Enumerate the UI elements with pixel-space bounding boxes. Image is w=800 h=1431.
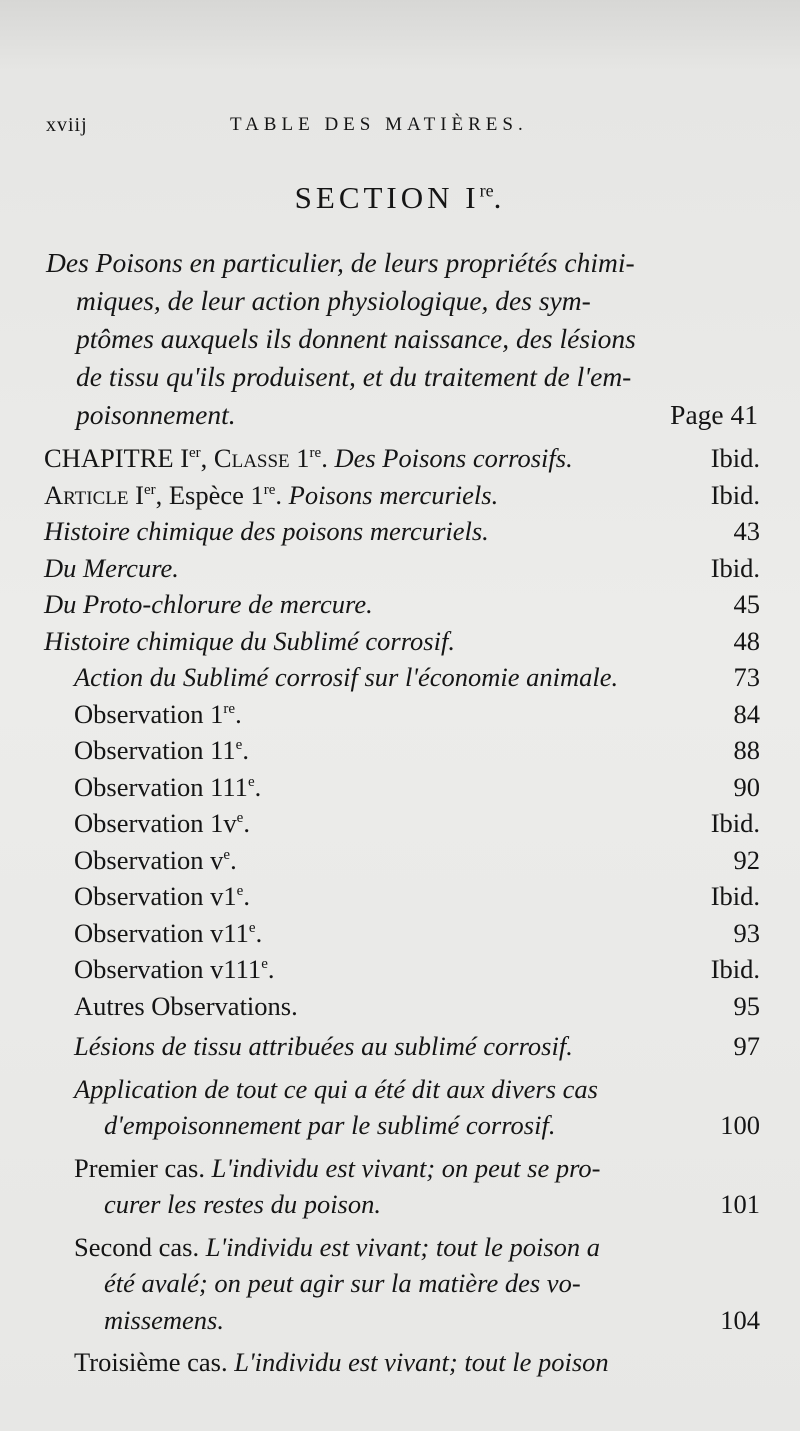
intro-line: Des Poisons en particulier, de leurs propriétés chimi- [46,247,635,278]
entry-text: Observation 11 [74,735,236,765]
entry-sup: e [235,737,243,754]
section-title-text: SECTION I [294,180,480,215]
entry-middle-sup: re [263,481,276,498]
toc-entry [44,951,760,988]
intro-line-text: poisonnement. [76,399,236,430]
entry-page: 100 [720,1110,760,1140]
entry-title: L'individu est vivant; tout le poison [234,1347,609,1377]
page-header [46,114,760,148]
entry-page: 92 [733,844,760,875]
toc-entry [44,440,760,477]
toc-entry-continuation [44,1302,760,1339]
toc-entry [44,732,760,769]
entry-page: 88 [733,735,760,765]
entry-lead: Premier cas. [74,1152,212,1183]
entry-text: Observation v111 [74,954,262,984]
toc-entry-continuation [44,1265,760,1302]
entry-text: Autres Observations. [74,990,298,1021]
toc-entry [44,623,760,660]
entry-title: Action du Sublimé corrosif sur l'économie animale. [74,662,619,692]
entry-sup: e [223,846,231,863]
entry-title: Lésions de tissu attribuées au sublimé corrosif. [74,1031,573,1061]
entry-page: Ibid. [710,808,760,838]
toc-entry [44,513,760,550]
section-title [0,180,800,216]
entry-page: 104 [720,1304,760,1335]
toc-entry [44,550,760,587]
intro-line: miques, de leur action physiologique, des sym- [76,285,591,316]
entry-text: Observation v1 [74,881,237,911]
toc-entry [44,769,760,806]
entry-text: Observation 1v [74,808,237,838]
entry-prefix: Article I [44,479,144,510]
entry-prefix-sup: er [189,445,201,462]
toc-entry [44,477,760,514]
toc-entry [44,1028,760,1065]
running-title: TABLE DES MATIÈRES. [230,114,528,135]
entry-title: Application de tout ce qui a été dit aux divers cas [74,1073,598,1104]
entry-sup: e [236,810,244,827]
entry-sup: e [236,883,244,900]
entry-title: Poisons mercuriels. [288,479,499,510]
entry-title: Du Mercure. [44,552,179,583]
entry-title: Histoire chimique du Sublimé corrosif. [44,625,455,656]
entry-after: . [275,479,289,510]
entry-title: été avalé; on peut agir sur la matière des vo- [104,1268,581,1298]
entry-title: missemens. [104,1304,224,1335]
entry-page: 45 [733,589,760,619]
entry-middle: , Espèce 1 [155,479,264,510]
entry-end: . [243,881,250,911]
section-intro [46,244,758,434]
entry-title: L'individu est vivant; tout le poison a [205,1231,601,1262]
toc-entry [44,805,760,842]
entry-title: d'empoisonnement par le sublimé corrosif. [104,1110,556,1140]
entry-end: . [254,771,262,802]
entry-title: L'individu est vivant; on peut se pro- [211,1152,601,1183]
entry-text: Observation v [74,844,224,875]
entry-title: Du Proto-chlorure de mercure. [44,589,373,619]
entry-text: Observation 111 [74,771,248,802]
toc-entry [44,1229,760,1266]
toc-entry [44,696,760,733]
entry-end: . [230,844,237,875]
entry-end: . [235,698,242,729]
entry-prefix-sup: er [143,481,156,498]
toc-entry-continuation [44,1186,760,1223]
intro-page: Page 41 [670,399,758,430]
toc-entry [44,586,760,623]
section-title-end: . [493,180,506,215]
toc-entry [44,878,760,915]
entry-prefix: CHAPITRE I [44,443,190,473]
entry-page: 101 [720,1189,760,1219]
toc-entry [44,842,760,879]
section-title-sup: re [479,180,494,201]
entry-sup: e [261,956,268,973]
entry-page: 97 [733,1031,760,1061]
entry-page: Ibid. [710,479,760,510]
page-folio: xviij [46,114,88,136]
entry-after: . [321,443,335,473]
entry-end: . [255,917,263,948]
entry-page: 95 [733,990,760,1021]
entry-text: Observation 1 [74,698,224,729]
intro-line: de tissu qu'ils produisent, et du traitement de l'em- [76,361,632,392]
intro-line-last [46,396,758,434]
entry-end: . [242,735,249,765]
entry-lead: Troisième cas. [74,1347,235,1377]
intro-line: ptômes auxquels ils donnent naissance, des lésions [76,323,636,354]
entry-middle: , Classe 1 [200,443,310,473]
entry-page: 93 [733,917,760,948]
toc-entry [44,1071,760,1108]
entry-page: Ibid. [710,552,760,583]
entry-page: Ibid. [710,443,760,473]
toc-entry [44,1150,760,1187]
entry-page: 73 [733,662,760,692]
entry-title: curer les restes du poison. [104,1189,381,1219]
entry-title: Des Poisons corrosifs. [334,443,573,473]
entry-middle-sup: re [309,445,322,462]
toc-entry-continuation [44,1107,760,1144]
entry-text: Observation v11 [74,917,249,948]
entry-sup: e [247,773,255,790]
entry-lead: Second cas. [74,1231,206,1262]
entry-title: Histoire chimique des poisons mercuriels. [44,516,489,546]
entry-page: 43 [733,516,760,546]
entry-page: 84 [733,698,760,729]
toc-entry [44,915,760,952]
entry-end: . [243,808,250,838]
toc-entry [44,988,760,1025]
entry-end: . [267,954,275,984]
entry-page: 48 [733,625,760,656]
toc-entry [44,659,760,696]
entry-page: Ibid. [710,881,760,911]
entry-sup: re [223,700,236,717]
entry-sup: e [248,919,256,936]
entry-page: 90 [733,771,760,802]
contents-list [44,440,760,1381]
toc-entry [44,1344,760,1381]
entry-page: Ibid. [710,954,760,984]
